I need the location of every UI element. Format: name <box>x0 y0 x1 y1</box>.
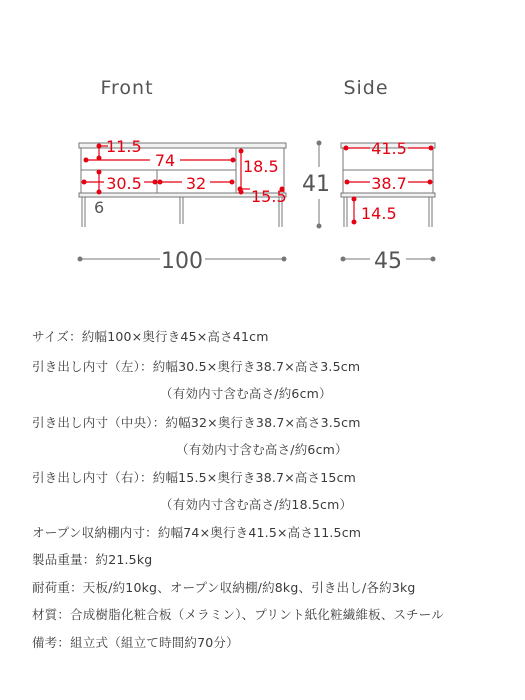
spec-drawer-center-note: （有効内寸含む高さ/約6cm） <box>176 442 348 457</box>
side-view-title: Side <box>343 77 389 99</box>
depth-label: 45 <box>374 249 402 274</box>
spec-drawer-right-note: （有効内寸含む高さ/約18.5cm） <box>160 497 353 512</box>
dimension-diagram <box>0 0 525 320</box>
label-6: 6 <box>94 198 105 217</box>
spec-drawer-center: 引き出し内寸（中央）：約幅32×奥行き38.7×高さ3.5cm <box>32 415 361 430</box>
label-41-5: 41.5 <box>371 139 407 158</box>
label-18-5: 18.5 <box>243 157 279 176</box>
spec-material: 材質：合成樹脂化粧合板（メラミン）、プリント紙化粧繊維板、スチール <box>32 607 444 622</box>
spec-drawer-left: 引き出し内寸（左）：約幅30.5×奥行き38.7×高さ3.5cm <box>32 359 361 374</box>
label-74: 74 <box>154 151 176 170</box>
label-32: 32 <box>185 174 207 193</box>
height-label: 41 <box>302 172 330 197</box>
width-label: 100 <box>161 249 203 274</box>
spec-load-capacity: 耐荷重：天板/約10kg、オープン収納棚/約8kg、引き出し/各約3kg <box>32 580 416 595</box>
label-38-7: 38.7 <box>371 174 407 193</box>
label-11-5: 11.5 <box>106 137 142 156</box>
label-15-5: 15.5 <box>251 187 287 206</box>
spec-weight: 製品重量：約21.5kg <box>32 552 153 567</box>
spec-open-shelf: オープン収納棚内寸：約幅74×奥行き41.5×高さ11.5cm <box>32 525 362 540</box>
label-30-5: 30.5 <box>106 174 142 193</box>
spec-drawer-left-note: （有効内寸含む高さ/約6cm） <box>160 386 332 401</box>
spec-drawer-right: 引き出し内寸（右）：約幅15.5×奥行き38.7×高さ15cm <box>32 470 357 485</box>
spec-size: サイズ：約幅100×奥行き45×高さ41cm <box>32 329 269 344</box>
label-14-5: 14.5 <box>361 204 397 223</box>
front-view-title: Front <box>100 77 154 99</box>
spec-notes: 備考：組立式（組立て時間約70分） <box>32 635 239 650</box>
